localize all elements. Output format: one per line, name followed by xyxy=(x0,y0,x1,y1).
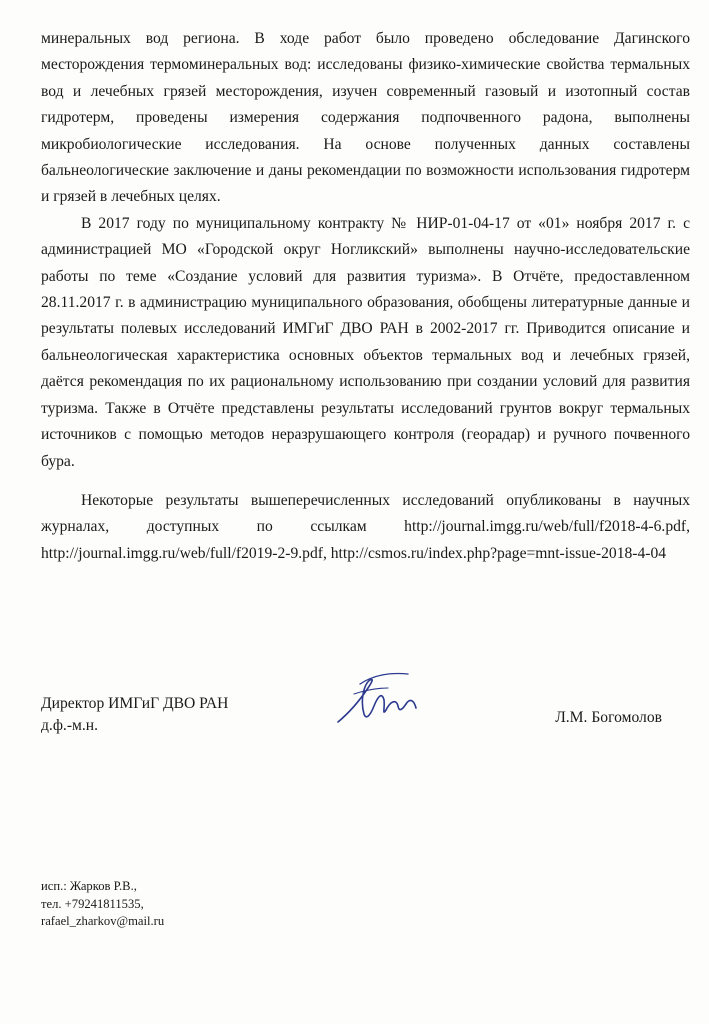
executor-email: rafael_zharkov@mail.ru xyxy=(41,914,165,928)
executor-contacts xyxy=(41,878,164,931)
paragraph-continuation: минеральных вод региона. В ходе работ было проведено обследование Дагинского месторождения термоминеральных вод: исследованы физико-химические свойства термальных вод и лечебных грязей месторождения, изучен современный газовый и изотопный состав гидротерм, проведены измерения содержания подпочвенного радона, выполнены микробиологические исследования. На основе полученных данных составлены бальнеологические заключение и даны рекомендации по возможности использования гидротерм и грязей в лечебных целях. xyxy=(41,30,690,206)
signatory-position: Директор ИМГиГ ДВО РАН xyxy=(41,695,229,712)
paragraph-publications: Некоторые результаты вышеперечисленных исследований опубликованы в научных журналах, доступных по ссылкам http://journal.imgg.ru/web/full/f2018-4-6.pdf, http://journal.imgg.ru/web/full/f2019-2-9.pdf, http://csmos.ru/index.php?page=mnt-issue-2018-4-04 xyxy=(41,491,690,562)
signatory-info xyxy=(41,693,228,737)
signature-block xyxy=(41,693,690,753)
paragraph-contract: В 2017 году по муниципальному контракту № НИР-01-04-17 от «01» ноября 2017 г. с администрацией МО «Городской округ Ногликский» выполнены научно-исследовательские работы по теме «Создание условий для развития туризма». В Отчёте, предоставленном 28.11.2017 г. в администрацию муниципального образования, обобщены литературные данные и результаты полевых исследований ИМГиГ ДВО РАН в 2002-2017 гг. Приводится описание и бальнеологическая характеристика основных объектов термальных вод и лечебных грязей, даётся рекомендация по их рациональному использованию при создании условий для развития туризма. Также в Отчёте представлены результаты исследований грунтов вокруг термальных источников с помощью методов неразрушающего контроля (георадар) и ручного почвенного бура. xyxy=(41,214,690,470)
signatory-degree: д.ф.-м.н. xyxy=(41,717,99,734)
executor-name: исп.: Жарков Р.В., xyxy=(41,879,137,893)
executor-phone: тел. +79241811535, xyxy=(41,896,144,911)
letter-body xyxy=(41,26,690,567)
signatory-name: Л.М. Богомолов xyxy=(555,709,662,726)
